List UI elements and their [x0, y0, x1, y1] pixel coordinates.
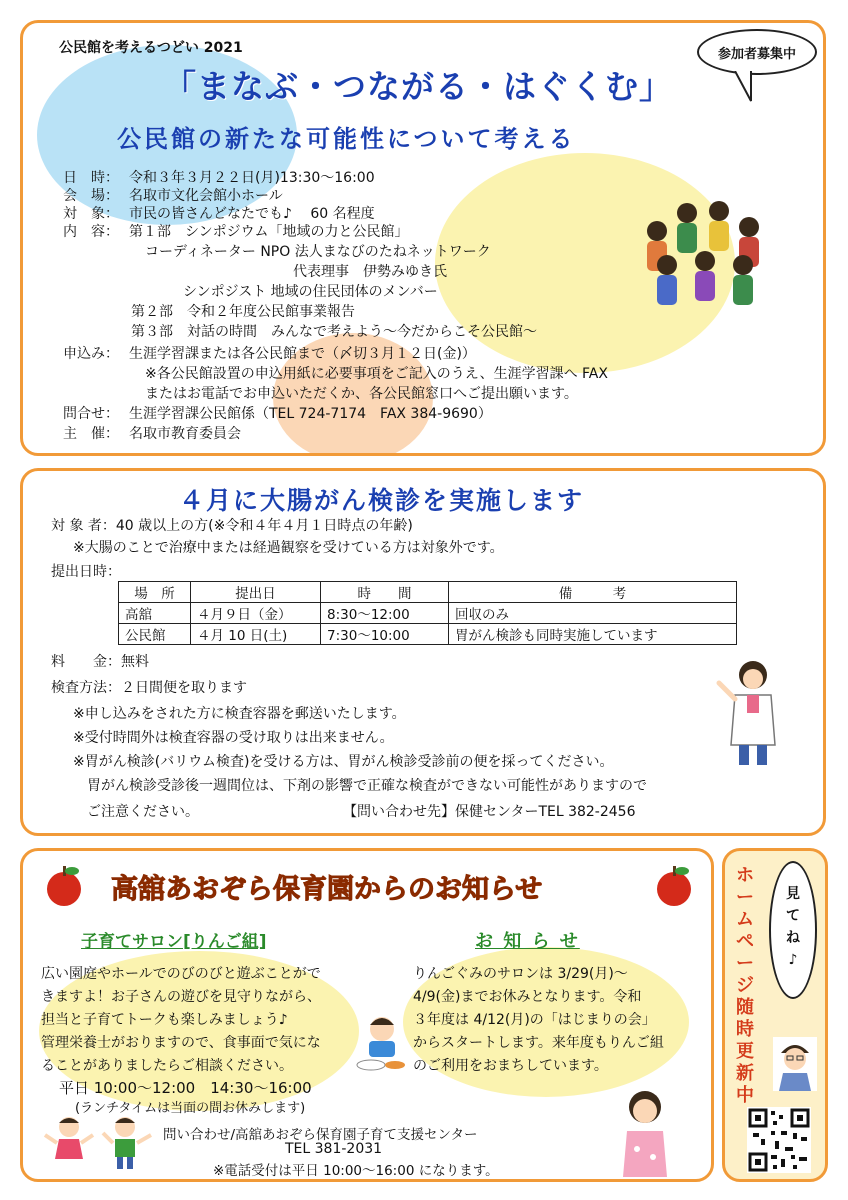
table-cell: 胃がん検診も同時実施しています — [449, 624, 737, 645]
salon-line: きますよ！お子さんの遊びを見守りながら、 — [41, 989, 321, 1005]
table-cell: 8:30〜12:00 — [321, 603, 449, 624]
salon-text — [41, 963, 321, 1078]
program-line-1: コーディネーター NPO 法人まなびのたねネットワーク — [145, 244, 491, 260]
event-title: 「まなぶ・つながる・はぐくむ」 — [163, 67, 673, 106]
table-cell: 公民館 — [119, 624, 191, 645]
screening-note-5: ご注意ください。 — [87, 804, 199, 820]
notice-line: ３年度は 4/12(月)の「はじまりの会」 — [413, 1012, 656, 1028]
notice-line: のご利用をおまちしています。 — [413, 1058, 608, 1074]
screening-note-1: ※申し込みをされた方に検査容器を郵送いたします。 — [73, 706, 406, 722]
program-line-4: 第２部 令和２年度公民館事業報告 — [131, 304, 355, 320]
screening-target: 対 象 者：40 歳以上の方(※令和４年４月１日時点の年齢) — [51, 518, 413, 534]
notice-text — [413, 963, 664, 1078]
event-row-target: 対 象： 市民の皆さんどなたでも♪ 60 名程度 — [63, 206, 375, 222]
nursery-title: 高舘あおぞら保育園からのお知らせ — [111, 874, 543, 905]
event-row-host: 主 催： 名取市教育委員会 — [63, 426, 241, 442]
program-line-5: 第３部 対話の時間 みんなで考えよう〜今だからこそ公民館〜 — [131, 324, 537, 340]
screening-target-note: ※大腸のことで治療中または経過観察を受けている方は対象外です。 — [73, 540, 504, 556]
salon-line: 広い園庭やホールでのびのびと遊ぶことがで — [41, 966, 321, 982]
screening-dates-label: 提出日時： — [51, 564, 121, 580]
salon-line: ることがありましたらご相談ください。 — [41, 1058, 293, 1074]
discussion-illustration — [627, 191, 777, 311]
child-eating-illustration — [351, 1011, 413, 1073]
table-cell: ４月９日（金） — [191, 603, 321, 624]
table-header: 時 間 — [321, 582, 449, 603]
event-row-content: 内 容： 第１部 シンポジウム「地域の力と公民館」 — [63, 224, 409, 240]
nursery-contact-2: TEL 381-2031 — [285, 1141, 383, 1157]
nursery-panel — [20, 848, 714, 1182]
screening-fee: 料 金：無料 — [51, 654, 149, 670]
notice-line: りんごぐみのサロンは 3/29(月)〜 — [413, 966, 628, 982]
table-header-row — [119, 582, 737, 603]
event-series: 公民館を考えるつどい 2021 — [59, 40, 243, 56]
table-cell: ４月 10 日(土) — [191, 624, 321, 645]
schedule-table — [118, 581, 737, 645]
event-row-apply: 申込み： 生涯学習課または各公民館まで（〆切３月１２日(金)） — [63, 346, 476, 362]
table-header: 提出日 — [191, 582, 321, 603]
homepage-panel — [722, 848, 828, 1182]
screening-note-2: ※受付時間外は検査容器の受け取りは出来ません。 — [73, 730, 394, 746]
screening-note-4: 胃がん検診受診後一週間位は、下剤の影響で正確な検査ができない可能性がありますので — [87, 778, 647, 794]
salon-lunch: (ランチタイムは当面の間お休みします) — [75, 1101, 306, 1116]
table-row — [119, 603, 737, 624]
table-header: 場 所 — [119, 582, 191, 603]
program-line-3: シンポジスト 地域の住民団体のメンバー — [183, 284, 438, 300]
event-row-venue: 会 場： 名取市文化会館小ホール — [63, 188, 283, 204]
badge-tail — [729, 71, 759, 107]
apple-icon — [651, 863, 697, 907]
table-row — [119, 624, 737, 645]
notice-line: からスタートします。来年度もりんご組 — [413, 1035, 664, 1051]
doctor-illustration — [713, 659, 793, 771]
screening-contact: 【問い合わせ先】保健センターTEL 382-2456 — [343, 804, 636, 820]
screening-note-3: ※胃がん検診(バリウム検査)を受ける方は、胃がん検診受診前の便を採ってください。 — [73, 754, 614, 770]
apply-note-2: またはお電話でお申込いただくか、各公民館窓口へご提出願います。 — [145, 386, 578, 402]
salon-heading: 子育てサロン[りんご組] — [81, 932, 267, 952]
screening-method: 検査方法：２日間便を取ります — [51, 680, 247, 696]
nursery-contact-3: ※電話受付は平日 10:00〜16:00 になります。 — [213, 1163, 499, 1179]
table-cell: 高舘 — [119, 603, 191, 624]
apple-icon — [41, 863, 87, 907]
table-cell: 7:30〜10:00 — [321, 624, 449, 645]
salon-line: 担当と子育てトークも楽しみましょう♪ — [41, 1012, 288, 1028]
recruiting-badge-label: 参加者募集中 — [717, 46, 796, 62]
kids-illustration — [41, 1113, 159, 1173]
see-it-bubble: 見 て ね ♪ — [769, 861, 817, 999]
table-header: 備 考 — [449, 582, 737, 603]
nursery-contact-1: 問い合わせ/高舘あおぞら保育園子育て支援センター — [163, 1127, 478, 1143]
man-avatar-icon — [773, 1037, 817, 1091]
event-panel — [20, 20, 826, 456]
program-line-2: 代表理事 伊勢みゆき氏 — [293, 264, 447, 280]
screening-panel — [20, 468, 826, 836]
recruiting-badge — [697, 29, 817, 75]
apply-note-1: ※各公民館設置の申込用紙に必要事項をご記入のうえ、生涯学習課へ FAX — [145, 366, 608, 382]
screening-title: ４月に大腸がん検診を実施します — [179, 486, 585, 515]
salon-hours: 平日 10:00〜12:00 14:30〜16:00 — [59, 1079, 312, 1097]
event-row-contact: 問合せ： 生涯学習課公民館係（TEL 724-7174 FAX 384-9690） — [63, 406, 492, 422]
caregiver-illustration — [615, 1087, 675, 1179]
event-row-date: 日 時： 令和３年３月２２日(月)13:30〜16:00 — [63, 170, 375, 186]
event-subtitle: 公民館の新たな可能性について考える — [117, 125, 576, 153]
qr-code-icon[interactable] — [747, 1107, 811, 1173]
notice-heading: お 知 ら せ — [475, 931, 580, 952]
salon-line: 管理栄養士がおりますので、食事面で気にな — [41, 1035, 321, 1051]
table-cell: 回収のみ — [449, 603, 737, 624]
homepage-vertical-text: ホ ー ム ペ ー ジ 随 時 更 新 中 — [736, 865, 754, 1106]
notice-line: 4/9(金)までお休みとなります。令和 — [413, 989, 642, 1005]
